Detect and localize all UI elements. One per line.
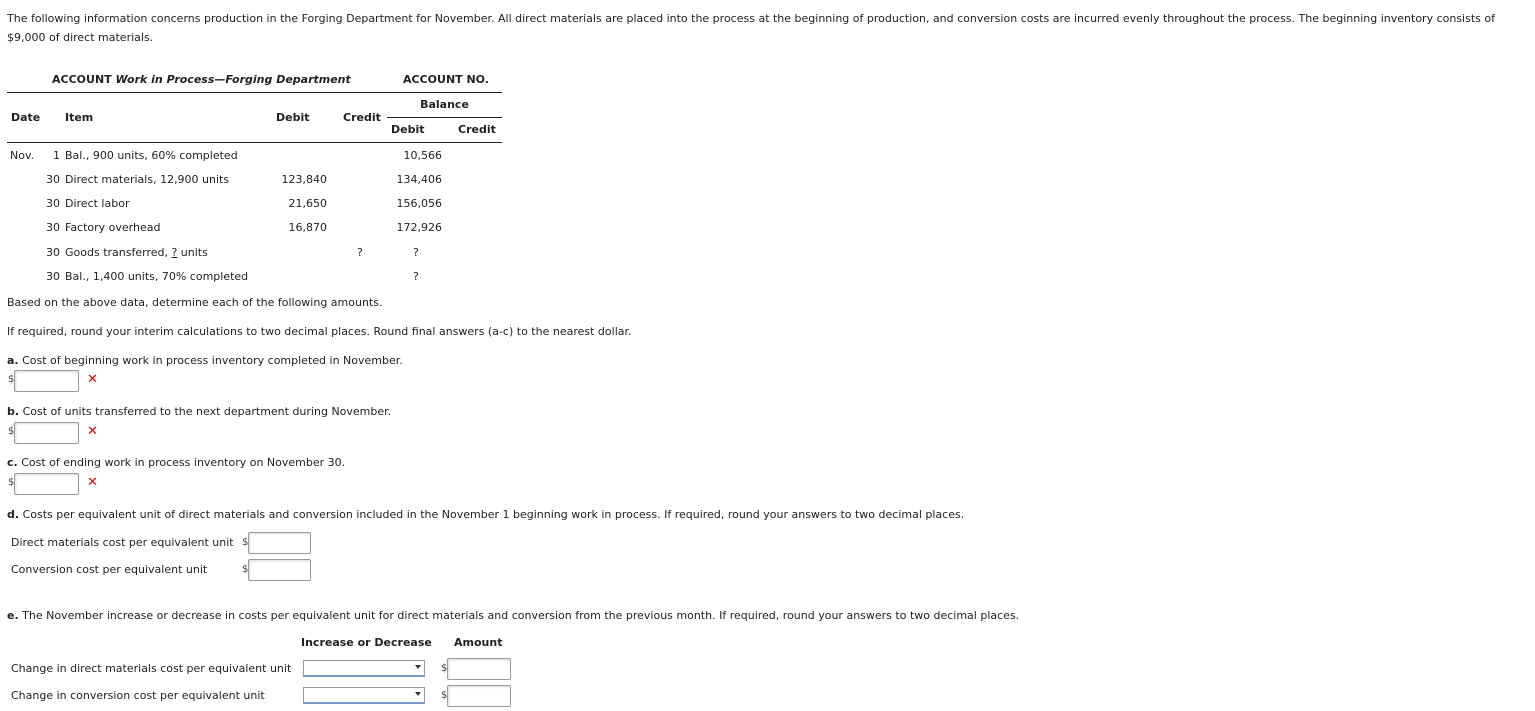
dollar-sign: $ [8, 426, 15, 437]
e-row-label: Change in direct materials cost per equivalent unit [11, 662, 292, 675]
answer-c-input[interactable] [14, 473, 79, 495]
question-letter: e. [7, 609, 19, 622]
dm-increase-decrease-select[interactable] [303, 660, 425, 677]
row-balance-debit: ? [413, 270, 419, 283]
row-item: Bal., 900 units, 60% completed [65, 149, 238, 162]
account-title [52, 73, 351, 86]
question-letter: d. [7, 508, 20, 521]
row-item [65, 246, 208, 259]
dollar-sign: $ [441, 663, 448, 674]
col-date: Date [11, 111, 41, 124]
intro-paragraph: The following information concerns production in the Forging Department for November. All direct materials are placed into the process at the beginning of production, and conversion costs are incurred evenly throughout the process. The beginning inventory consists of $9,000 of direct materials. [7, 12, 1495, 44]
row-item-post: units [177, 246, 208, 259]
answer-b-input[interactable] [14, 422, 79, 444]
ledger-header-rule [7, 142, 502, 143]
row-day: 30 [46, 246, 60, 259]
row-day: 30 [46, 197, 60, 210]
row-month: Nov. [10, 149, 35, 162]
question-c [7, 456, 345, 469]
dollar-sign: $ [242, 537, 249, 548]
col-debit: Debit [276, 111, 310, 124]
dm-change-amount-input[interactable] [447, 658, 511, 680]
row-item-pre: Goods transferred, [65, 246, 172, 259]
col-balance-credit: Credit [458, 123, 496, 136]
question-text: Cost of beginning work in process inventory completed in November. [22, 354, 403, 367]
question-letter: b. [7, 405, 20, 418]
rounding-note: If required, round your interim calculations to two decimal places. Round final answers (a-c) to the nearest dollar. [7, 325, 632, 338]
chevron-down-icon [415, 665, 421, 669]
row-item: Factory overhead [65, 221, 161, 234]
question-letter: c. [7, 456, 18, 469]
question-a [7, 354, 403, 367]
wrong-mark-icon: ✕ [87, 475, 98, 490]
account-label: ACCOUNT [52, 73, 112, 86]
conversion-change-amount-input[interactable] [447, 685, 511, 707]
dollar-sign: $ [8, 374, 15, 385]
row-day: 30 [46, 173, 60, 186]
instructions: Based on the above data, determine each of the following amounts. [7, 296, 383, 309]
conversion-cost-per-unit-input[interactable] [248, 559, 311, 581]
row-item: Direct materials, 12,900 units [65, 173, 230, 186]
balance-rule [387, 117, 502, 118]
answer-a-input[interactable] [14, 370, 79, 392]
row-balance-debit: 134,406 [396, 173, 442, 186]
row-item: Bal., 1,400 units, 70% completed [65, 270, 249, 283]
dm-cost-per-unit-input[interactable] [248, 532, 311, 554]
row-credit: ? [357, 246, 363, 259]
chevron-down-icon [415, 692, 421, 696]
e-row-label: Change in conversion cost per equivalent unit [11, 689, 265, 702]
d-row-label: Direct materials cost per equivalent unit [11, 536, 234, 549]
ledger-top-rule [7, 92, 502, 93]
col-balance-debit: Debit [391, 123, 425, 136]
row-item-question: ? [171, 246, 178, 259]
account-name: Work in Process—Forging Department [115, 73, 351, 86]
row-debit: 21,650 [288, 197, 327, 210]
row-balance-debit: 172,926 [396, 221, 442, 234]
conversion-increase-decrease-select[interactable] [303, 687, 425, 704]
col-item: Item [65, 111, 94, 124]
row-balance-debit: 156,056 [396, 197, 442, 210]
question-text: Cost of ending work in process inventory on November 30. [21, 456, 346, 469]
question-text: The November increase or decrease in costs per equivalent unit for direct materials and conversion from the previous month. If required, round your answers to two decimal places. [22, 609, 1020, 622]
wrong-mark-icon: ✕ [87, 424, 98, 439]
question-e [7, 609, 1019, 622]
account-no-label: ACCOUNT NO. [403, 73, 489, 86]
balance-header: Balance [420, 98, 469, 111]
col-amount: Amount [454, 636, 503, 649]
dollar-sign: $ [242, 564, 249, 575]
dollar-sign: $ [441, 690, 448, 701]
row-balance-debit: 10,566 [403, 149, 442, 162]
question-text: Costs per equivalent unit of direct materials and conversion included in the November 1 beginning work in process. If required, round your answers to two decimal places. [22, 508, 965, 521]
question-d [7, 508, 964, 521]
question-b [7, 405, 391, 418]
dollar-sign: $ [8, 477, 15, 488]
col-credit: Credit [343, 111, 381, 124]
row-debit: 123,840 [281, 173, 327, 186]
row-item: Direct labor [65, 197, 130, 210]
row-debit: 16,870 [288, 221, 327, 234]
row-day: 30 [46, 221, 60, 234]
col-increase-decrease: Increase or Decrease [301, 636, 432, 649]
wrong-mark-icon: ✕ [87, 372, 98, 387]
question-text: Cost of units transferred to the next department during November. [22, 405, 392, 418]
question-letter: a. [7, 354, 19, 367]
row-day: 30 [46, 270, 60, 283]
row-balance-debit: ? [413, 246, 419, 259]
d-row-label: Conversion cost per equivalent unit [11, 563, 208, 576]
row-day: 1 [53, 149, 60, 162]
